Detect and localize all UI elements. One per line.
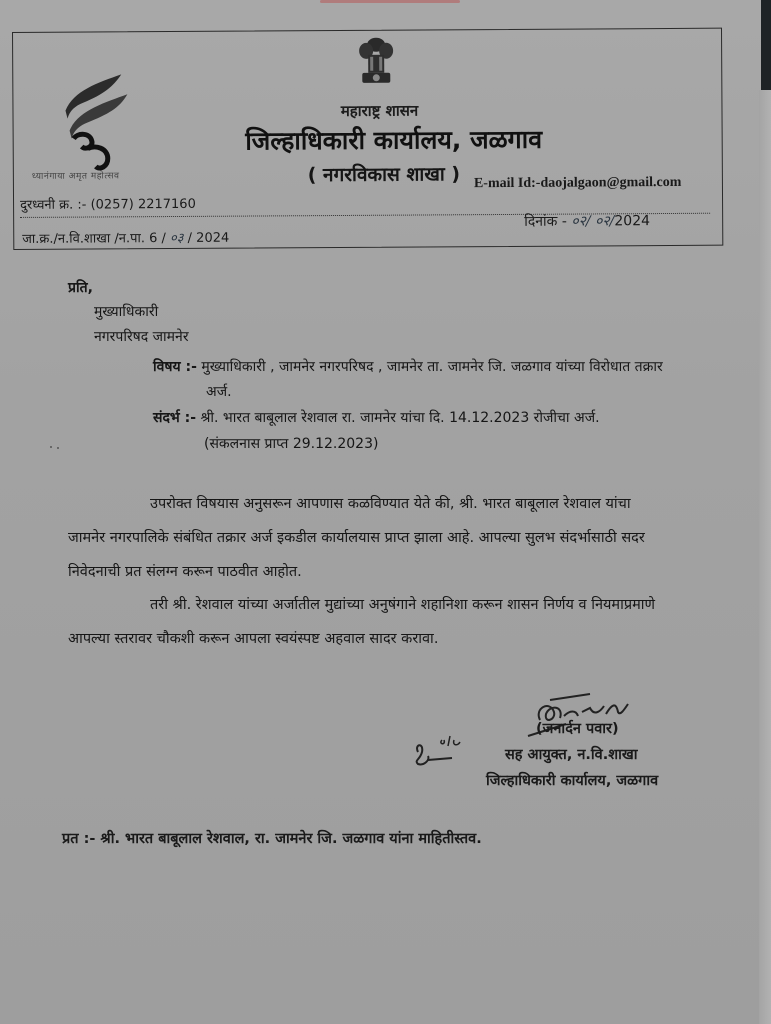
- branch-name: ( नगरविकास शाखा ): [307, 163, 461, 187]
- signatory-designation: सह आयुक्त, न.वि.शाखा: [505, 747, 638, 763]
- reference-text: श्री. भारत बाबूलाल रेशवाल रा. जामनेर यांचा दि. 14.12.2023 रोजीचा अर्ज.: [196, 410, 600, 426]
- reference-prefix: जा.क्र./न.वि.शाखा /न.पा. 6 /: [22, 231, 171, 247]
- speck: [57, 447, 59, 449]
- body-para-2-line-1: तरी श्री. रेशवाल यांच्या अर्जातील मुद्यांच्या अनुषंगाने शहानिशा करून शासन निर्णय व नियमाप्रमाणे: [150, 597, 655, 613]
- body-para-2-line-2: आपल्या स्तरावर चौकशी करून आपला स्वयंस्पष्ट अहवाल सादर करावा.: [68, 631, 439, 647]
- recipient-line-2: नगरपरिषद जामनेर: [94, 329, 189, 345]
- logo-tagline: ध्यानंगाया अमृत महोत्सव: [31, 171, 120, 182]
- red-mark: [320, 0, 460, 3]
- background-edge: [761, 0, 771, 90]
- signatory-name: (जनार्दन पवार): [536, 721, 619, 737]
- speck: [50, 446, 52, 448]
- body-para-1-line-1: उपरोक्त विषयास अनुसरून आपणास कळविण्यात येते की, श्री. भारत बाबूलाल रेशवाल यांचा: [150, 496, 631, 512]
- subject-text: मुख्याधिकारी , जामनेर नगरपरिषद , जामनेर ता. जामनेर जि. जळगाव यांच्या विरोधात तक्रार: [196, 359, 663, 375]
- reference-label: संदर्भ :-: [153, 410, 197, 426]
- office-name: जिल्हाधिकारी कार्यालय, जळगाव: [245, 124, 543, 156]
- letter-date: [524, 211, 650, 231]
- subject-line-2: अर्ज.: [206, 384, 232, 400]
- signatory-office: जिल्हाधिकारी कार्यालय, जळगाव: [486, 773, 659, 789]
- body-para-1-line-2: जामनेर नगरपालिके संबंधित तक्रार अर्ज इकडील कार्यालयास प्राप्त झाला आहे. आपल्या सुलभ संदर्भासाठी सदर: [68, 530, 645, 546]
- reference-line-2: (संकलनास प्राप्त 29.12.2023): [204, 436, 379, 452]
- phone-number: दुरध्वनी क्र. :- (0257) 2217160: [20, 196, 196, 213]
- date-handwritten: ०२/ ०२/: [571, 213, 615, 230]
- date-label: दिनांक -: [524, 213, 572, 230]
- reference-handwritten: ०३: [169, 230, 184, 247]
- subject-label: विषय :-: [153, 359, 197, 375]
- email-address: E-mail Id:-daojalgaon@gmail.com: [473, 174, 682, 192]
- recipient-line-1: मुख्याधिकारी: [94, 304, 159, 320]
- letterhead-box: [12, 28, 723, 250]
- state-emblem-icon: [356, 35, 396, 91]
- initials-icon: [408, 730, 468, 770]
- reference-suffix: / 2024: [183, 230, 230, 246]
- government-name: महाराष्ट्र शासन: [340, 101, 419, 120]
- body-para-1-line-3: निवेदनाची प्रत संलग्न करून पाठवीत आहोत.: [68, 564, 302, 580]
- reference-line-1: [153, 408, 600, 427]
- subject-line-1: [153, 357, 663, 376]
- amrit-mahotsav-logo-icon: [43, 72, 144, 173]
- recipient-salutation: प्रति,: [68, 280, 93, 296]
- date-year: 2024: [614, 213, 651, 230]
- reference-number: [22, 228, 229, 247]
- copy-to: प्रत :- श्री. भारत बाबूलाल रेशवाल, रा. जामनेर जि. जळगाव यांना माहितीस्तव.: [62, 831, 482, 847]
- paper-edge: [759, 90, 771, 1024]
